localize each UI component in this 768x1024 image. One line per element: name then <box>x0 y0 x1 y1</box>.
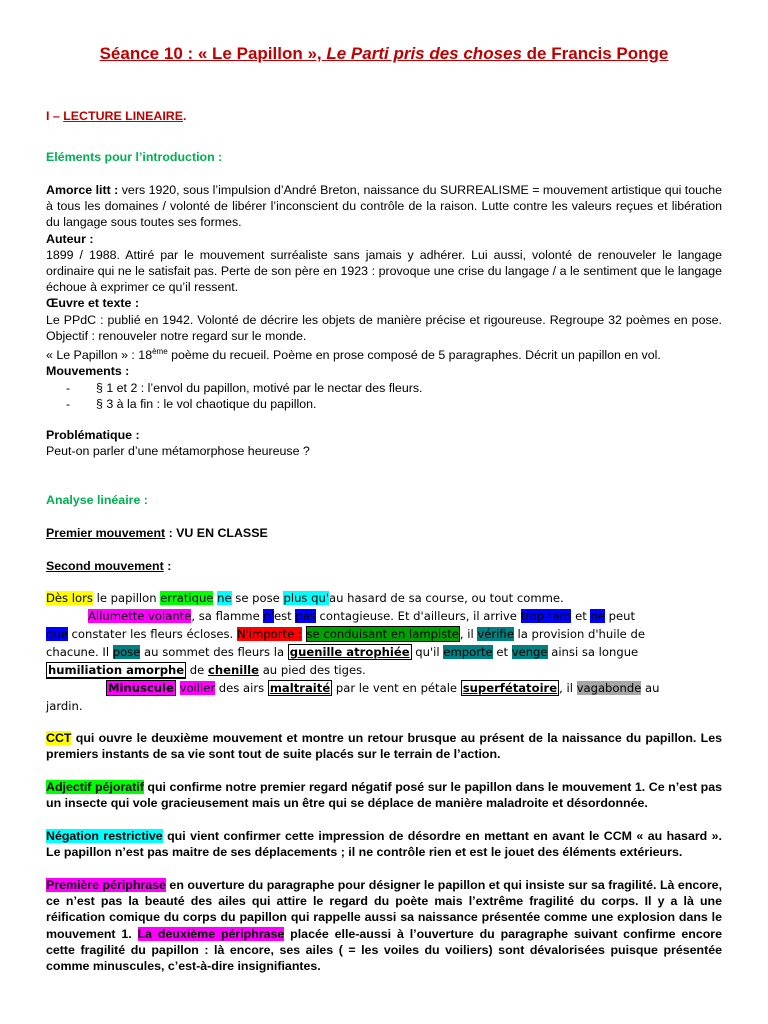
poem-excerpt <box>46 589 726 715</box>
section-heading: I – LECTURE LINEAIRE. <box>46 109 187 123</box>
second-mouvement: Second mouvement : <box>46 559 172 573</box>
poem-line: Minuscule voilier des airs maltraité par le vent en pétale superfétatoire , il vagabonde au <box>108 681 660 695</box>
analysis-negation: Négation restrictive qui vient confirmer cette impression de désordre en mettant en avant le CCM « au hasard ». Le papillon n’est pas maitre de ses déplacements ; il ne contrôle rien et est le jouet des éléments extérieurs. <box>46 829 722 860</box>
page-title: Séance 10 : « Le Papillon », Le Parti pris des choses de Francis Ponge <box>99 44 669 63</box>
mouvement-item: - § 1 et 2 : l’envol du papillon, motivé par le nectar des fleurs. <box>66 380 423 395</box>
mouvements-label: Mouvements : <box>46 364 130 379</box>
analysis-periphrase: Première périphrase en ouverture du paragraphe pour désigner le papillon et qui insiste sur sa fragilité. Là encore, ce n’est pas la beauté des ailes qui attire le regard du poète mais l’extrême fragilité du corps. Il y a là une réification comique du corps du papillon qui rappelle aussi sa naissance présentée comme une explosion dans le mouvement 1. La deuxième périphrase placée elle-aussi à l’ouverture du paragraphe suivant confirme encore cette fragilité du papillon : là encore, ses ailes ( = les voiles du voiliers) sont dévalorisées puisque présentée comme minuscules, c’est-à-dire insignifiantes. <box>46 878 723 974</box>
poem-intro-line: « Le Papillon » : 18ème poème du recueil. Poème en prose composé de 5 paragraphes. Décrit un papillon en vol. <box>46 347 661 363</box>
poem-line: Allumette volante, sa flamme n'est pas contagieuse. Et d'ailleurs, il arrive trop tard et ne peut <box>88 609 636 623</box>
intro-heading: Eléments pour l’introduction : <box>46 150 223 164</box>
oeuvre-paragraph: Le PPdC : publié en 1942. Volonté de décrire les objets de manière précise et rigoureuse. Regroupe 32 poèmes en pose. Objectif : renouveler notre regard sur le monde. <box>46 312 722 343</box>
premier-mouvement: Premier mouvement : VU EN CLASSE <box>46 526 268 540</box>
poem-line: que constater les fleurs écloses. N'importe : se conduisant en lampiste, il vérifie la provision d'huile de <box>46 627 645 641</box>
poem-line: humiliation amorphe de chenille au pied des tiges. <box>48 663 366 677</box>
amorce-paragraph: Amorce litt : vers 1920, sous l’impulsion d’André Breton, naissance du SURREALISME = mouvement artistique qui touche à tous les domaines / volonté de libérer l’inconscient du contrôle de la raison. Lutte contre les valeurs reçues et libération du langage sous toutes ses formes. <box>46 183 722 230</box>
analysis-cct: CCT qui ouvre le deuxième mouvement et montre un retour brusque au présent de la naissance du papillon. Les premiers instants de sa vie sont tout de suite placés sur le terrain de l’action. <box>46 731 722 762</box>
mouvement-item: - § 3 à la fin : le vol chaotique du papillon. <box>66 396 317 411</box>
poem-line: Dès lors le papillon erratique ne se pose plus qu'au hasard de sa course, ou tout comme. <box>46 591 564 605</box>
auteur-label: Auteur : <box>46 231 94 246</box>
intro-block <box>46 182 722 412</box>
analysis-adjectif: Adjectif péjoratif qui confirme notre premier regard négatif posé sur le papillon dans le mouvement 1. Ce n’est pas un insecte qui vole gracieusement mais un être qui se déplace de manière maladroite et désordonnée. <box>46 780 722 811</box>
poem-line: chacune. Il pose au sommet des fleurs la guenille atrophiée qu'il emporte et venge ainsi sa longue <box>46 645 639 659</box>
poem-line: jardin. <box>46 699 83 713</box>
analyse-heading: Analyse linéaire : <box>46 493 148 507</box>
problematique-block: Problématique : Peut-on parler d’une métamorphose heureuse ? <box>46 428 310 459</box>
oeuvre-label: Œuvre et texte : <box>46 296 139 311</box>
auteur-paragraph: 1899 / 1988. Attiré par le mouvement surréaliste sans jamais y adhérer. Lui aussi, volonté de renouveler le langage ordinaire qui ne le satisfait pas. Perte de son père en 1923 : provoque une crise du langage / a le sentiment que le langage échoue à exprimer ce qu’il ressent. <box>46 247 722 295</box>
